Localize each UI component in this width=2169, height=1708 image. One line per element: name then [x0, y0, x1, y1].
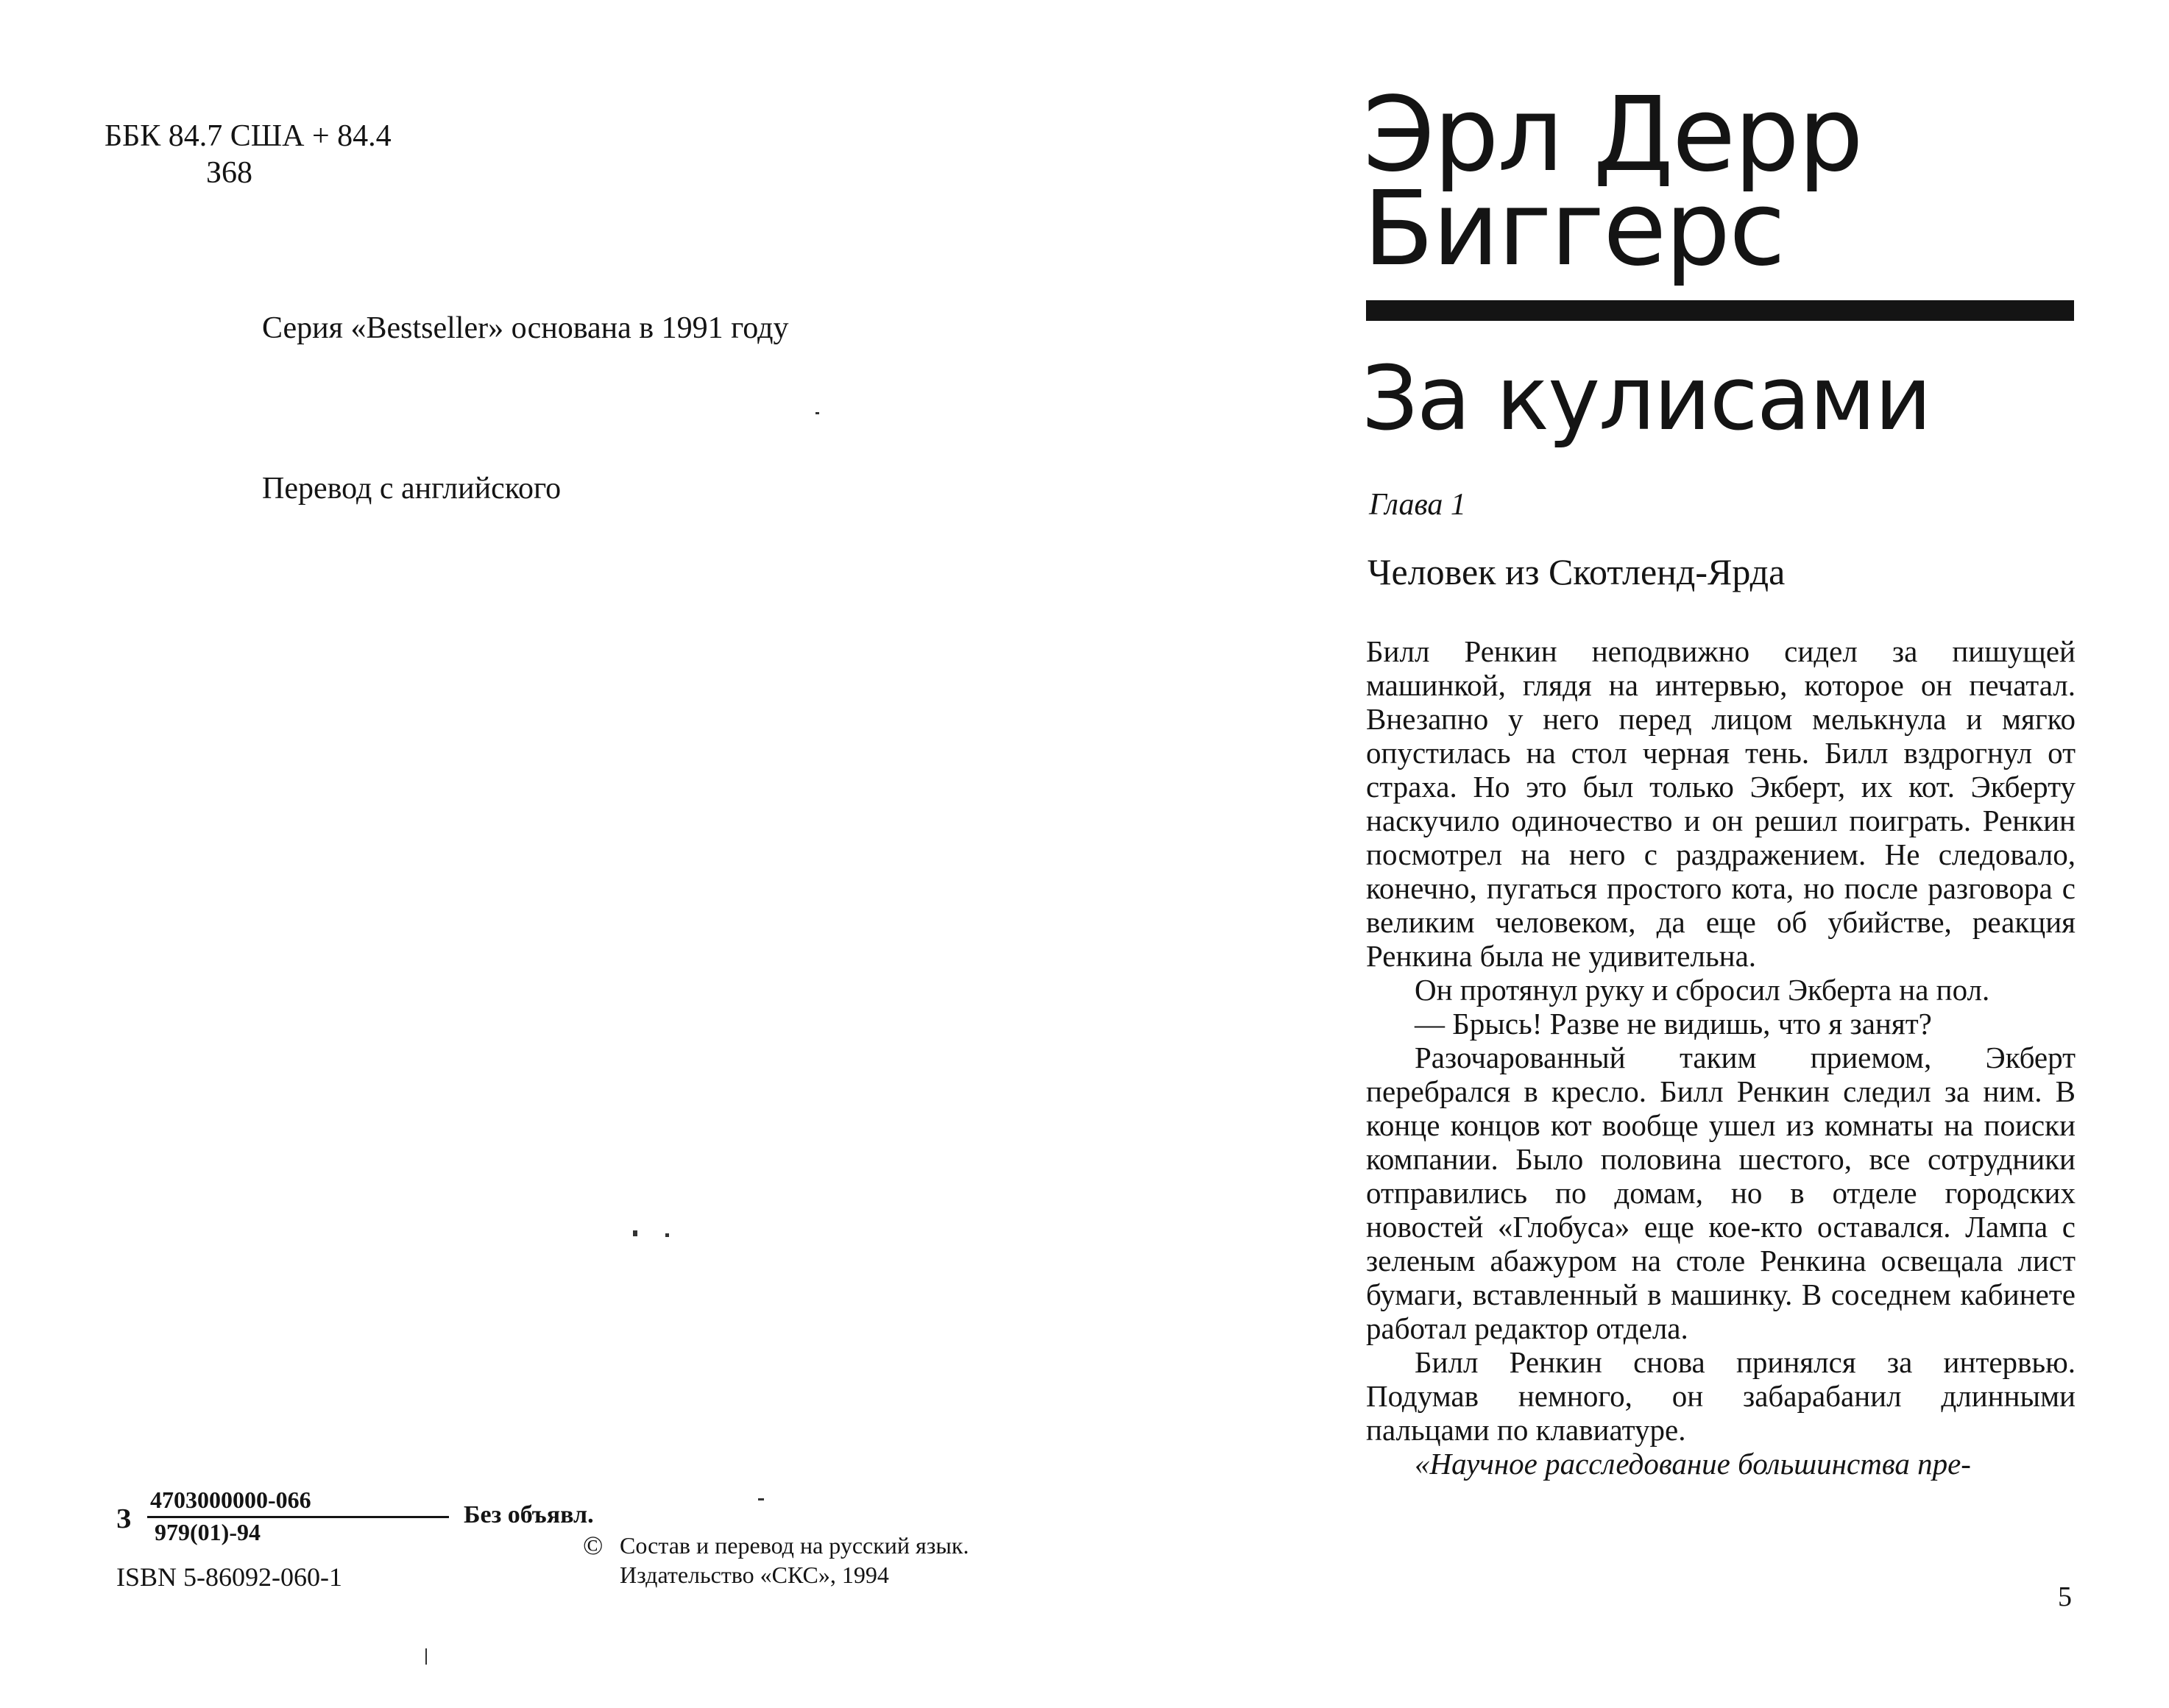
chapter-title: Человек из Скотленд-Ярда	[1367, 551, 1786, 592]
copyright-icon: ©	[583, 1531, 604, 1560]
scan-speck	[815, 412, 819, 414]
scan-speck	[633, 1230, 637, 1236]
paragraph: — Брысь! Разве не видишь, что я занят?	[1415, 1007, 1932, 1041]
price-note: Без объявл.	[464, 1501, 594, 1528]
scan-speck	[425, 1648, 427, 1665]
paragraph: Разочарованный таким приемом, Экберт перебрался в кресло. Билл Ренкин следил за ним. В конце концов кот вообще ушел из комнаты на поиски компании. Было половина шестого, все сотрудники отправились по домам, но в отделе городских новостей «Глобуса» еще кое-кто оставался. Лампа с зеленым абажуром на столе Ренкина освещала лист бумаги, вставленный в машинку. В соседнем кабинете работал редактор отдела.	[1366, 1041, 2076, 1345]
book-title: За кулисами	[1362, 348, 1931, 450]
author-name	[1363, 75, 1862, 289]
copyright-line-1: Состав и перевод на русский язык.	[620, 1532, 969, 1559]
catalog-numerator: 4703000000-066	[150, 1486, 311, 1513]
copyright-line-2: Издательство «СКС», 1994	[620, 1562, 889, 1588]
chapter-body	[1366, 634, 2076, 1481]
paragraph: Он протянул руку и сбросил Экберта на пол.	[1415, 973, 1990, 1007]
bbk-classification: ББК 84.7 США + 84.4	[105, 119, 392, 153]
fraction-line	[147, 1516, 449, 1518]
scan-speck	[665, 1233, 669, 1237]
chapter-label: Глава 1	[1369, 488, 1466, 522]
author-mark: З68	[206, 156, 253, 190]
scan-speck	[758, 1498, 764, 1500]
translation-note: Перевод с английского	[262, 472, 562, 506]
series-note: Серия «Bestseller» основана в 1991 году	[262, 311, 789, 345]
title-rule	[1366, 300, 2074, 321]
paragraph: «Научное расследование большинства пре-	[1415, 1447, 1971, 1481]
paragraph: Билл Ренкин неподвижно сидел за пишущей машинкой, глядя на интервью, которое он печатал. Внезапно у него перед лицом мелькнула и мягко опустилась на стол черная тень. Билл вздрогнул от страха. Но это был только Экберт, их кот. Экберту наскучило одиночество и он решил поиграть. Ренкин посмотрел на него с раздражением. Не следовало, конечно, пугаться простого кота, но после разговора с великим человеком, да еще об убийстве, реакция Ренкина была не удивительна.	[1366, 634, 2076, 973]
catalog-denominator: 979(01)-94	[155, 1519, 261, 1545]
isbn: ISBN 5-86092-060-1	[116, 1562, 342, 1592]
right-page	[1178, 0, 2169, 1708]
author-last-name: Биггерс	[1363, 169, 1785, 289]
author-first-name: Эрл Дерр	[1363, 75, 1862, 195]
paragraph: Билл Ренкин снова принялся за интервью. Подумав немного, он забарабанил длинными пальцами по клавиатуре.	[1366, 1345, 2076, 1447]
catalog-letter: З	[116, 1503, 132, 1534]
page-number: 5	[2058, 1581, 2072, 1612]
